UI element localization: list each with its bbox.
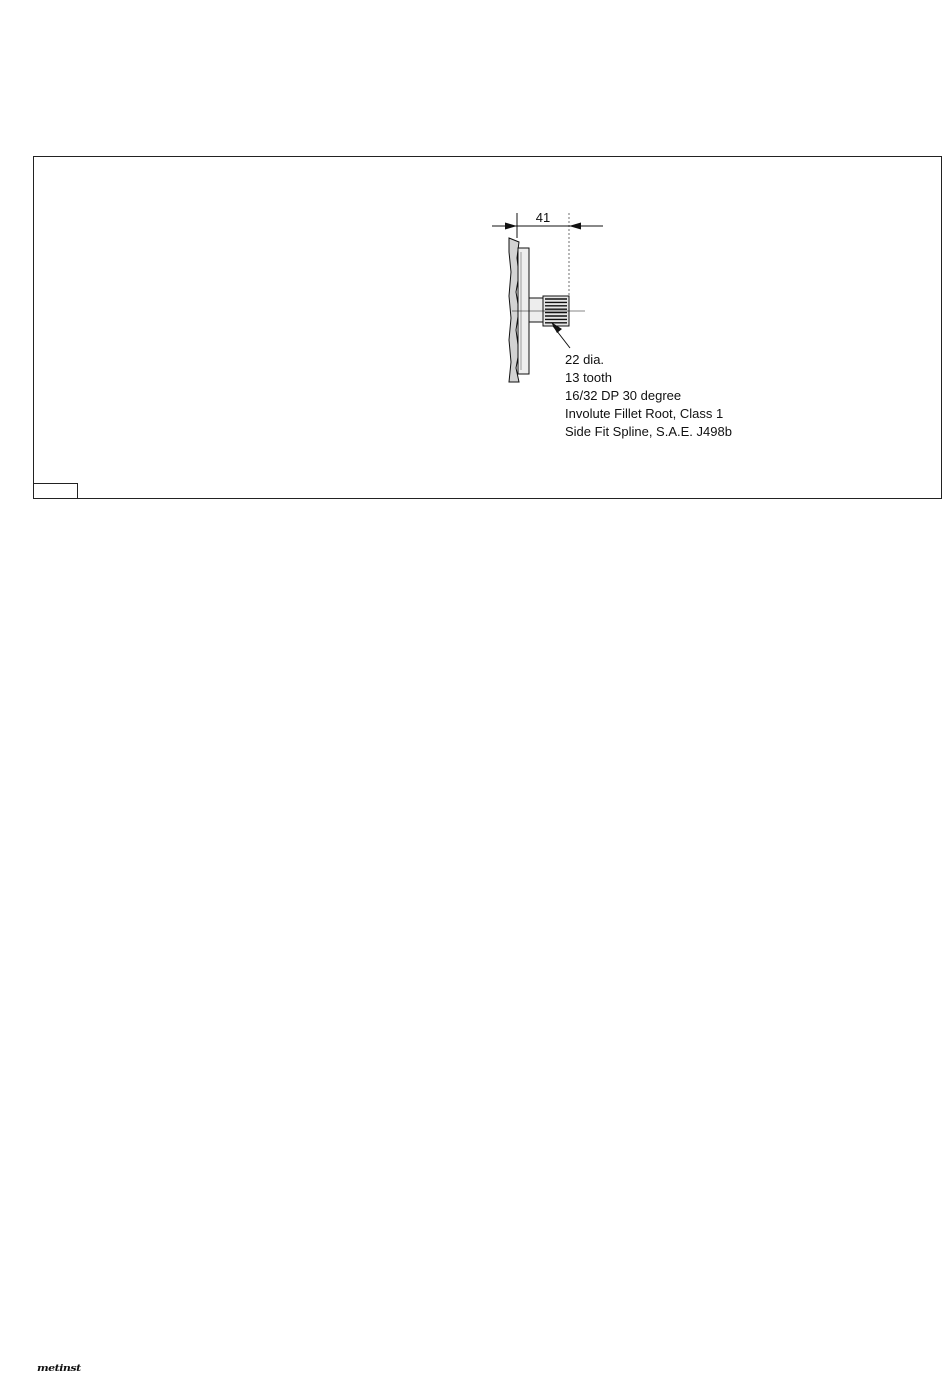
dimension-arrow-right — [569, 223, 581, 230]
spec-note-line: Involute Fillet Root, Class 1 — [565, 406, 724, 421]
dimension-41 — [492, 210, 603, 300]
spec-note-line: 13 tooth — [565, 370, 612, 385]
spec-note-line: Side Fit Spline, S.A.E. J498b — [565, 424, 732, 439]
mounting-flange — [509, 238, 529, 382]
spec-note-line: 16/32 DP 30 degree — [565, 388, 682, 403]
spec-note-line: 22 dia. — [565, 352, 605, 367]
shaft-collar — [529, 298, 543, 322]
dimension-arrow-left — [505, 223, 517, 230]
dimension-label: 41 — [535, 210, 551, 225]
spline-spec-notes — [565, 351, 732, 441]
company-logo: metinst — [37, 1363, 81, 1374]
